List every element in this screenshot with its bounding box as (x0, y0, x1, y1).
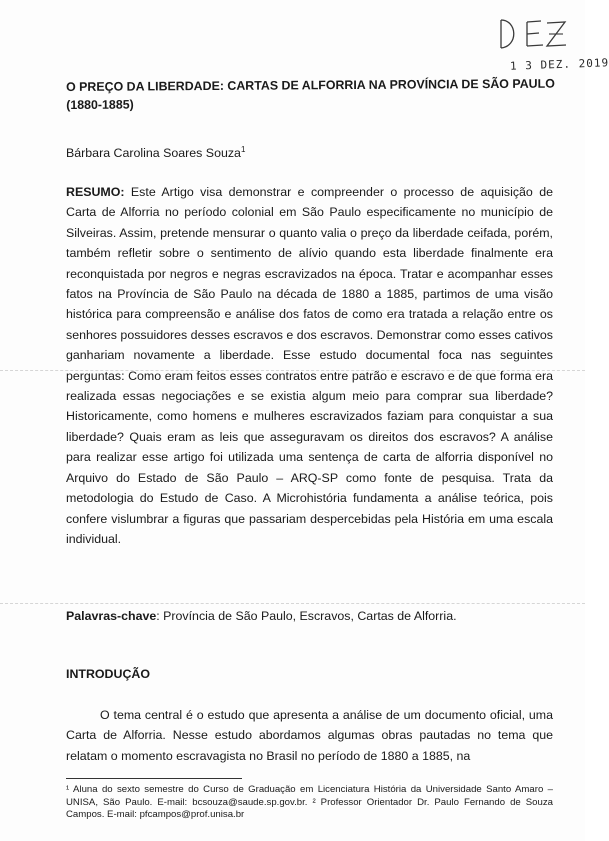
author-name: Bárbara Carolina Soares Souza (66, 146, 241, 161)
author-line (66, 145, 245, 160)
keywords-label: Palavras-chave (66, 609, 157, 623)
section-heading-introduction: INTRODUÇÃO (66, 667, 150, 681)
paper-title: O PREÇO DA LIBERDADE: CARTAS DE ALFORRIA NA PROVÍNCIA DE SÃO PAULO (1880-1885) (66, 76, 555, 112)
abstract-label: RESUMO: (66, 185, 125, 199)
abstract (66, 182, 553, 549)
keywords-text: : Província de São Paulo, Escravos, Cartas de Alforria. (156, 609, 457, 623)
handwritten-annotation (497, 14, 569, 54)
date-stamp: 1 3 DEZ. 2019 (509, 56, 609, 73)
abstract-text: Este Artigo visa demonstrar e compreender o processo de aquisição de Carta de Alforria no período colonial em São Paulo especificamente no município de Silveiras. Assim, pretende mensurar o quanto valia o preço da liberdade ceifada, porém, também refletir sobre o sentimento de alívio quando esta liberdade finalmente era reconquistada por negros e negras escravizados na época. Tratar e acompanhar esses fatos na Província de São Paulo na década de 1880 a 1885, partimos de uma visão histórica para compreensão e análise dos fatos de como era tratada a relação entre os senhores possuidores desses escravos e dos escravos. Demonstrar como esses cativos ganhariam novamente a liberdade. Esse estudo documental foca nas seguintes perguntas: Como eram feitos esses contratos entre patrão e escravo e de que forma era realizada essas negociações e se existia algum meio para comprar sua liberdade? Historicamente, como homens e mulheres escravizados faziam para conquistar a sua liberdade? Quais eram as leis que asseguravam os direitos dos escravos? A análise para realizar esse artigo foi utilizada uma sentença de carta de alforria disponível no Arquivo do Estado de São Paulo – ARQ-SP como fonte de pesquisa. Trata da metodologia do Estudo de Caso. A Microhistória fundamenta a análise teórica, pois confere vislumbrar a figuras que passariam despercebidas pela História em uma escala individual. (66, 185, 553, 546)
author-footnote-marker: 1 (240, 145, 246, 154)
footnote-separator (66, 778, 242, 779)
scan-artifact-line (0, 603, 585, 604)
introduction-paragraph: O tema central é o estudo que apresenta a análise de um documento oficial, uma Carta de Alforria. Nesse estudo abordamos algumas obras pautadas no tema que relatam o momento escravagista no Brasil no período de 1880 a 1885, na (66, 708, 553, 763)
footnote: ¹ Aluna do sexto semestre do Curso de Graduação em Licenciatura História da Universidade Santo Amaro – UNISA, São Paulo. E-mail: bcsouza@saude.sp.gov.br. ² Professor Orientador Dr. Paulo Fernando de Souza Campos. E-mail: pfcampos@prof.unisa.br (66, 784, 553, 820)
keywords (66, 609, 556, 623)
